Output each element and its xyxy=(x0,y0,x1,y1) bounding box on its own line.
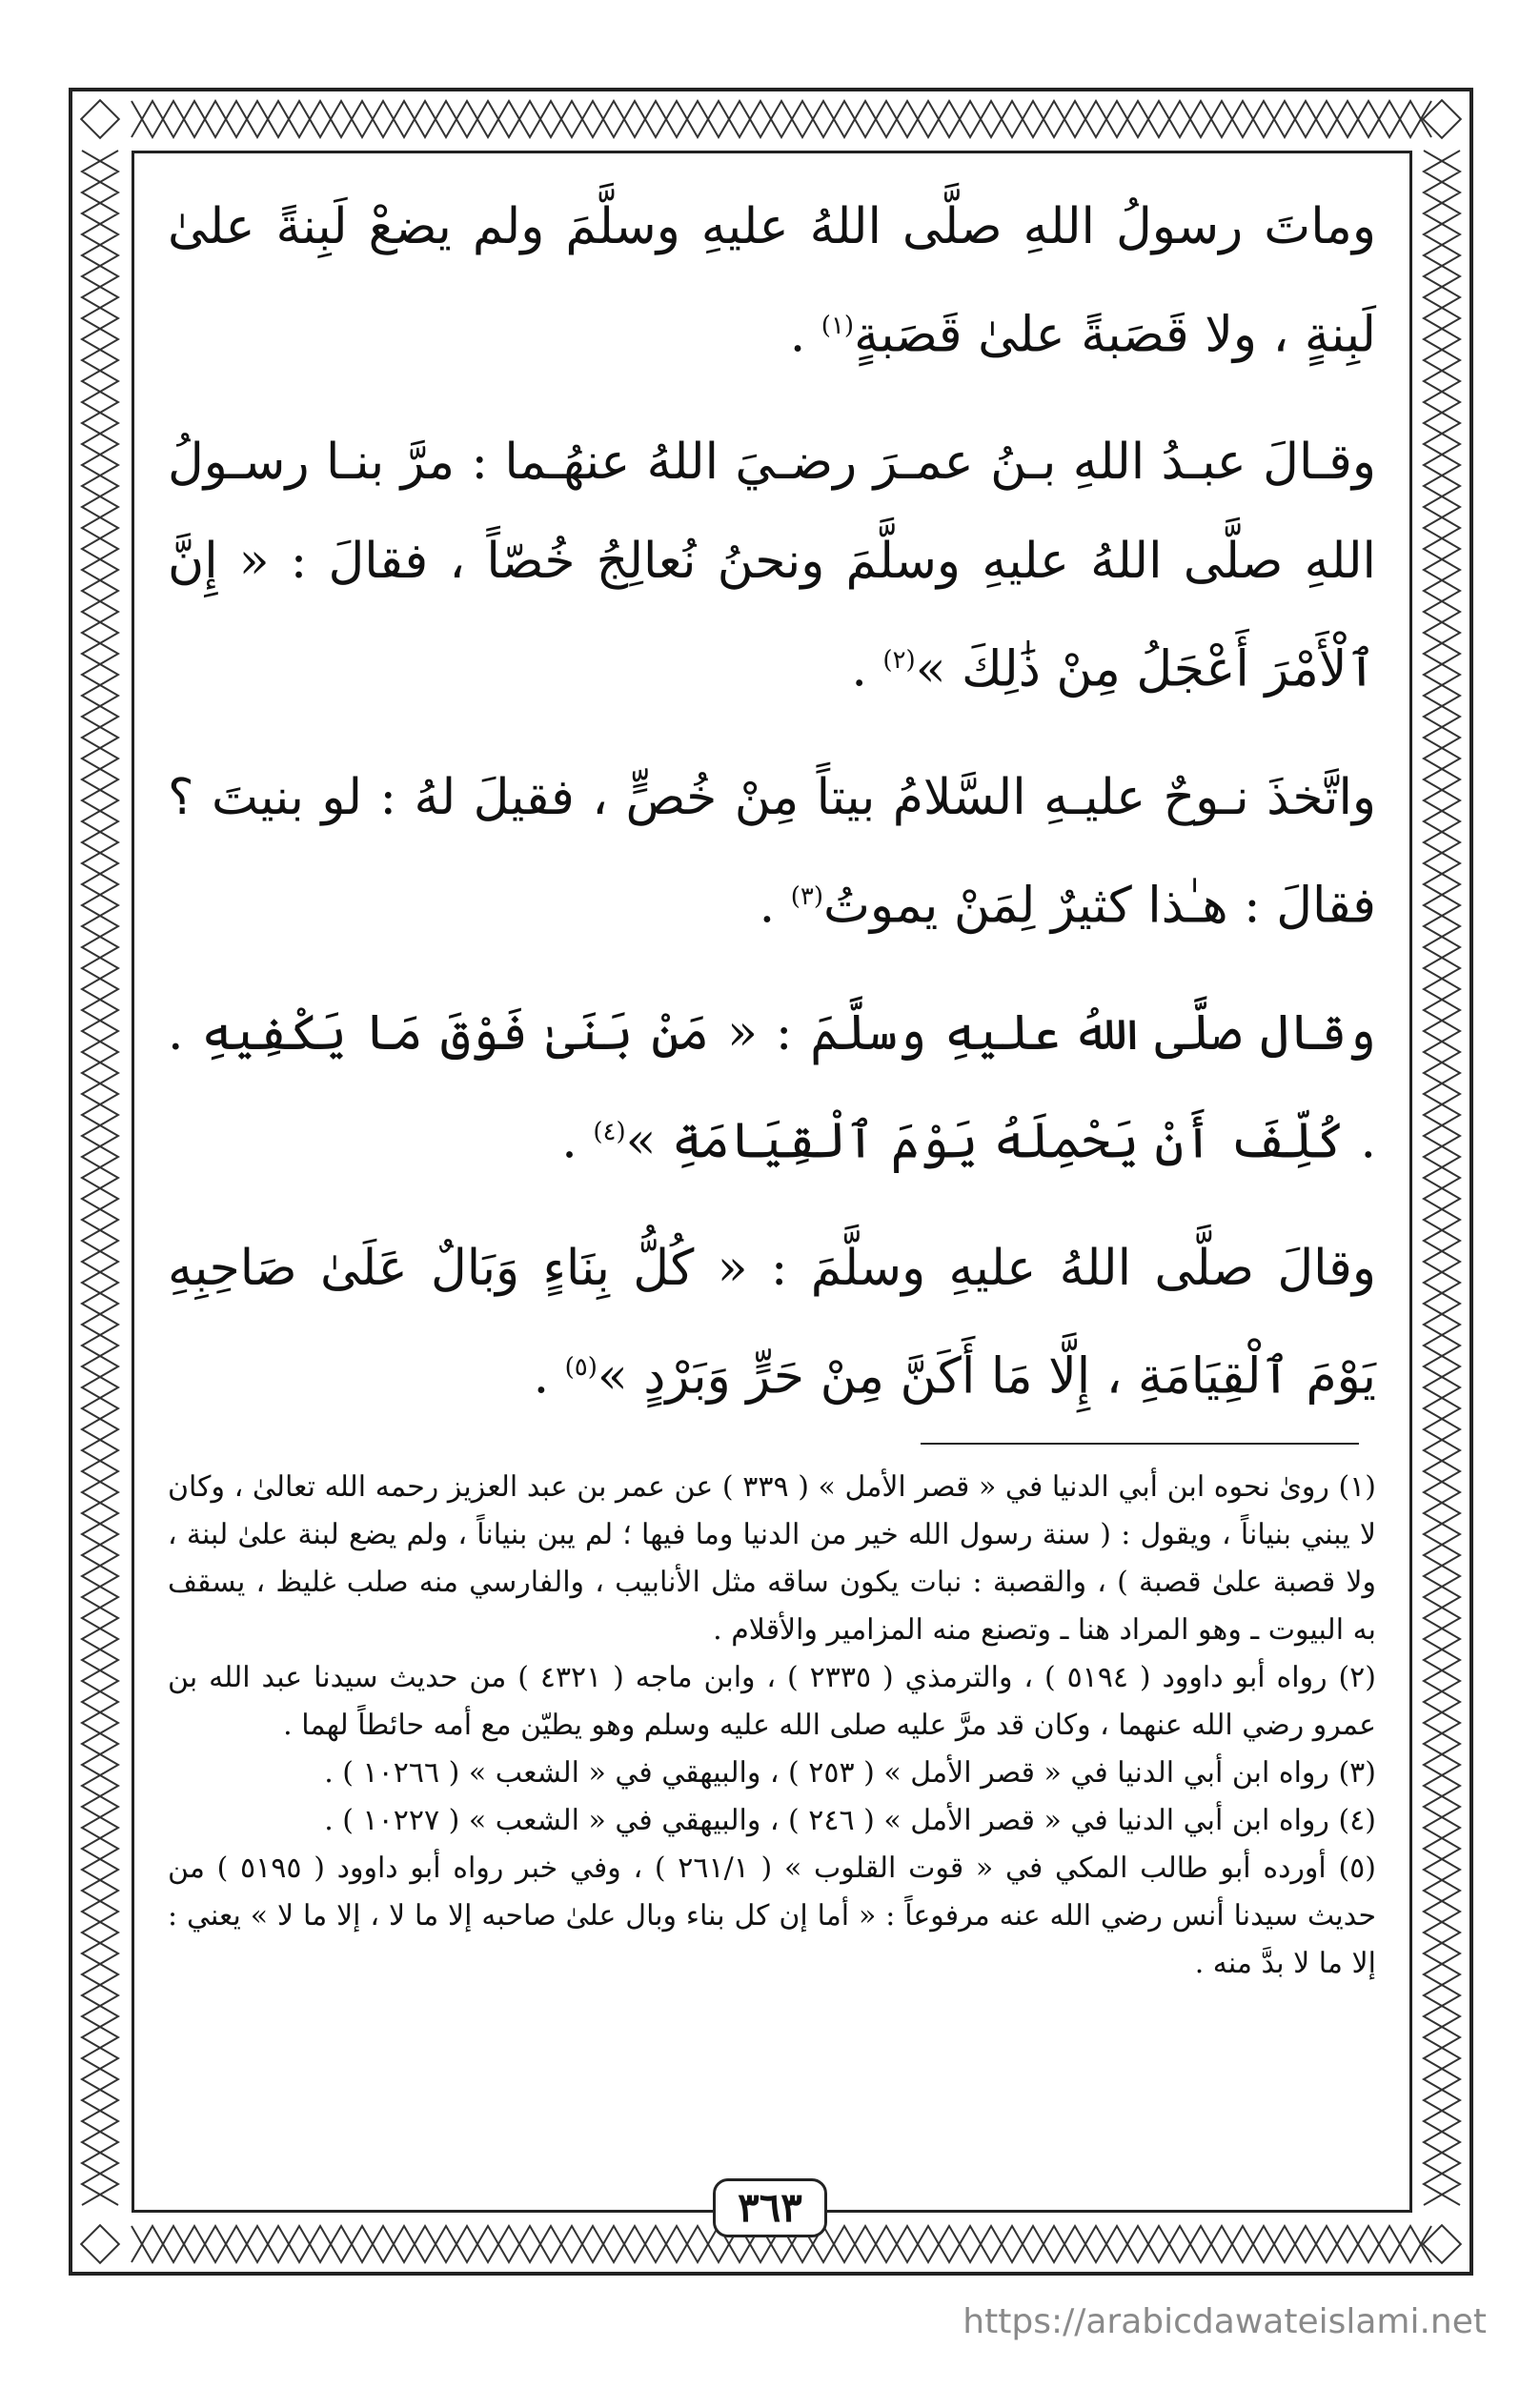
footnote-ref-4: (٤) xyxy=(593,1117,626,1146)
main-text xyxy=(168,177,1376,1455)
paragraph-4: وقال صلَّى اللهُ عليهِ وسلَّمَ : « مَنْ بَنَىٰ فَوْقَ مَا يَكْفِيهِ . . كُلِّفَ أَنْ يَحْمِلَهُ يَوْمَ ٱلْقِيَامَةِ »$^{(٤)}$ . xyxy=(168,1003,1376,1170)
footnote-ref-1: (١) xyxy=(821,312,855,340)
footnote-ref-3: (٣) xyxy=(790,881,823,911)
paragraph-1: وماتَ رسولُ اللهِ صلَّى اللهُ عليهِ وسلَّمَ ولم يضعْ لَبِنةً علىٰ لَبِنةٍ ، ولا قَصَبةً علىٰ قَصَبةٍ$^{(١)}$ . xyxy=(168,198,1376,364)
footnote-3: (٣) رواه ابن أبي الدنيا في « قصر الأمل » ( ٢٥٣ ) ، والبيهقي في « الشعب » ( ١٠٢٦٦ ) . xyxy=(324,1756,1376,1790)
footnote-1: (١) روىٰ نحوه ابن أبي الدنيا في « قصر الأمل » ( ٣٣٩ ) عن عمر بن عبد العزيز رحمه الله تعالىٰ ، وكان لا يبني بنياناً ، ويقول : ( سنة رسول الله خير من الدنيا وما فيها ؛ لم يبن بنياناً ، ولم يضع لبنة علىٰ لبنة ، ولا قصبة علىٰ قصبة ) ، والقصبة : نبات يكون ساقه مثل الأنابيب ، والفارسي منه صلب غليظ ، يسقف به البيوت ـ وهو المراد هنا ـ وتصنع منه المزامير والأقلام . xyxy=(168,1470,1377,1647)
footnote-4: (٤) رواه ابن أبي الدنيا في « قصر الأمل » ( ٢٤٦ ) ، والبيهقي في « الشعب » ( ١٠٢٢٧ ) . xyxy=(324,1804,1376,1837)
footnotes xyxy=(168,1464,1376,1988)
footnote-ref-5: (٥) xyxy=(564,1353,598,1383)
paragraph-2: وقـالَ عبـدُ اللهِ بـنُ عمـرَ رضـيَ اللهُ عنهُـما : مرَّ بنـا رسـولُ اللهِ صلَّى اللهُ عليهِ وسلَّمَ ونحنُ نُعالِجُ خُصّاً ، فقالَ : « إِنَّ ٱلْأَمْرَ أَعْجَلُ مِنْ ذَٰلِكَ »$^{(٢)}$ . xyxy=(168,434,1376,698)
footnote-ref-2: (٢) xyxy=(882,646,916,676)
footnote-2: (٢) رواه أبو داوود ( ٥١٩٤ ) ، والترمذي ( ٢٣٣٥ ) ، وابن ماجه ( ٤٣٢١ ) من حديث سيدنا عبد الله بن عمرو رضي الله عنهما ، وكان قد مرَّ عليه صلى الله عليه وسلم وهو يطيّن مع أمه حائطاً لهما . xyxy=(168,1661,1377,1742)
paragraph-3: واتَّخذَ نـوحٌ عليـهِ السَّلامُ بيتاً مِنْ خُصٍّ ، فقيلَ لهُ : لو بنيتَ ؟ فقالَ : هـٰذا كثيرٌ لِمَنْ يموتُ$^{(٣)}$ . xyxy=(168,768,1376,934)
footnote-5: (٥) أورده أبو طالب المكي في « قوت القلوب » ( ٢٦١/١ ) ، وفي خبر رواه أبو داوود ( ٥١٩٥ ) من حديث سيدنا أنس رضي الله عنه مرفوعاً : « أما إن كل بناء وبال علىٰ صاحبه إلا ما لا ، إلا ما لا » يعني : إلا ما لا بدَّ منه . xyxy=(168,1852,1376,1980)
paragraph-5: وقالَ صلَّى اللهُ عليهِ وسلَّمَ : « كُلُّ بِنَاءٍ وَبَالٌ عَلَىٰ صَاحِبِهِ يَوْمَ ٱلْقِيَامَةِ ، إِلَّا مَا أَكَنَّ مِنْ حَرٍّ وَبَرْدٍ »$^{(٥)}$ . xyxy=(168,1240,1376,1406)
footnote-divider xyxy=(921,1443,1359,1445)
page-number: ٣٦٣ xyxy=(713,2178,827,2237)
watermark-url: https://arabicdawateislami.net xyxy=(962,2302,1487,2341)
